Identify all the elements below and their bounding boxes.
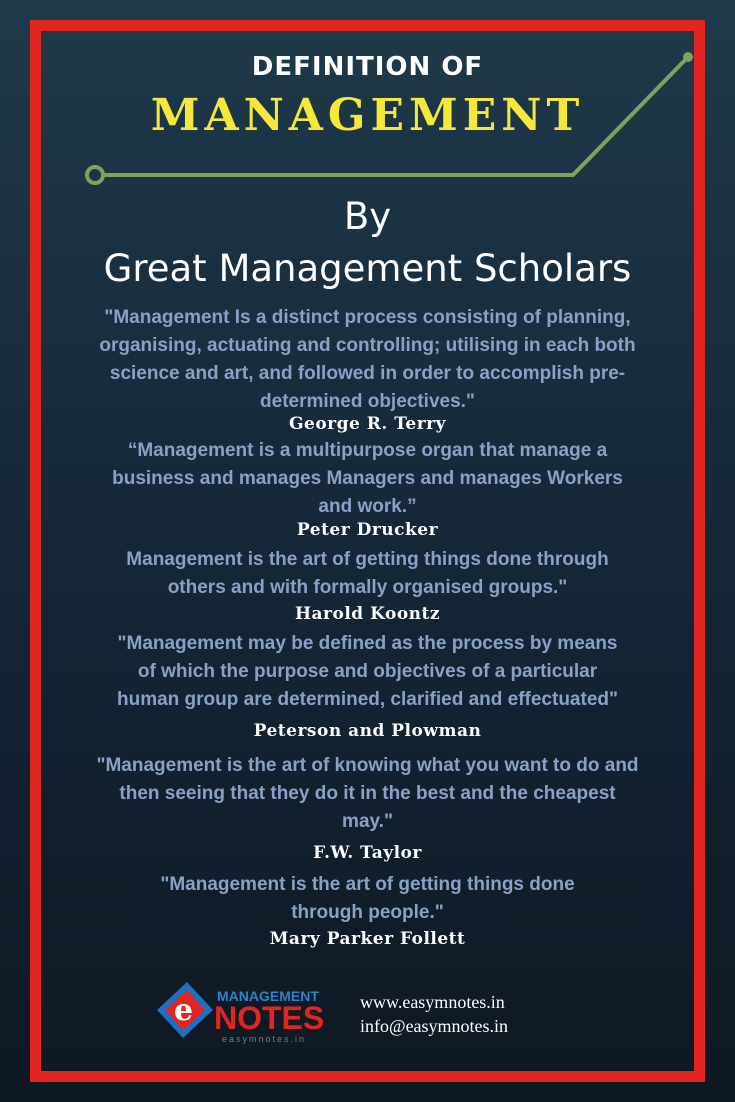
quote-line: Management is the art of getting things done through xyxy=(126,549,609,570)
title-line-2: MANAGEMENT xyxy=(150,90,585,141)
author-terry: George R. Terry xyxy=(288,414,447,434)
quote-line: "Management Is a distinct process consisting of planning, xyxy=(104,307,631,328)
email-link[interactable]: info@easymnotes.in xyxy=(360,1016,509,1036)
logo-text-management: MANAGEMENT xyxy=(217,988,319,1004)
quote-follett xyxy=(60,871,675,927)
quote-line: human group are determined, clarified and effectuated" xyxy=(117,689,618,710)
quote-line: business and manages Managers and manages Workers xyxy=(112,468,623,489)
author-drucker: Peter Drucker xyxy=(296,520,439,540)
quote-line: science and art, and followed in order to accomplish pre- xyxy=(109,363,626,384)
author-follett: Mary Parker Follett xyxy=(269,929,466,949)
quote-line: determined objectives." xyxy=(260,391,475,412)
subtitle-by: By xyxy=(343,195,392,238)
quote-line: through people." xyxy=(291,902,444,923)
quote-line: then seeing that they do it in the best and the cheapest xyxy=(119,783,616,804)
author-taylor: F.W. Taylor xyxy=(313,843,422,863)
logo-text-domain: easymnotes.in xyxy=(222,1034,307,1044)
quote-line: may." xyxy=(342,811,393,832)
logo-text-notes: NOTES xyxy=(214,1000,325,1036)
quote-line: “Management is a multipurpose organ that manage a xyxy=(127,440,608,461)
quote-drucker xyxy=(60,437,675,521)
title-line-1: DEFINITION OF xyxy=(251,52,484,82)
quote-line: others and with formally organised groups." xyxy=(167,577,568,598)
quote-terry xyxy=(60,304,675,416)
author-peterson-plowman: Peterson and Plowman xyxy=(253,721,482,741)
author-koontz: Harold Koontz xyxy=(294,604,441,624)
svg-text:e: e xyxy=(174,993,194,1028)
quote-line: and work.” xyxy=(318,496,417,517)
subtitle-scholars: Great Management Scholars xyxy=(103,247,632,290)
quote-line: "Management is the art of knowing what you want to do and xyxy=(96,755,639,776)
quote-taylor xyxy=(55,752,680,836)
quote-peterson-plowman xyxy=(60,630,675,714)
quote-line: "Management is the art of getting things done xyxy=(160,874,575,895)
quote-line: of which the purpose and objectives of a particular xyxy=(137,661,598,682)
quote-line: organising, actuating and controlling; utilising in each both xyxy=(99,335,636,356)
quote-line: "Management may be defined as the process by means xyxy=(117,633,618,654)
quote-koontz xyxy=(60,546,675,602)
website-link[interactable]: www.easymnotes.in xyxy=(360,992,505,1012)
